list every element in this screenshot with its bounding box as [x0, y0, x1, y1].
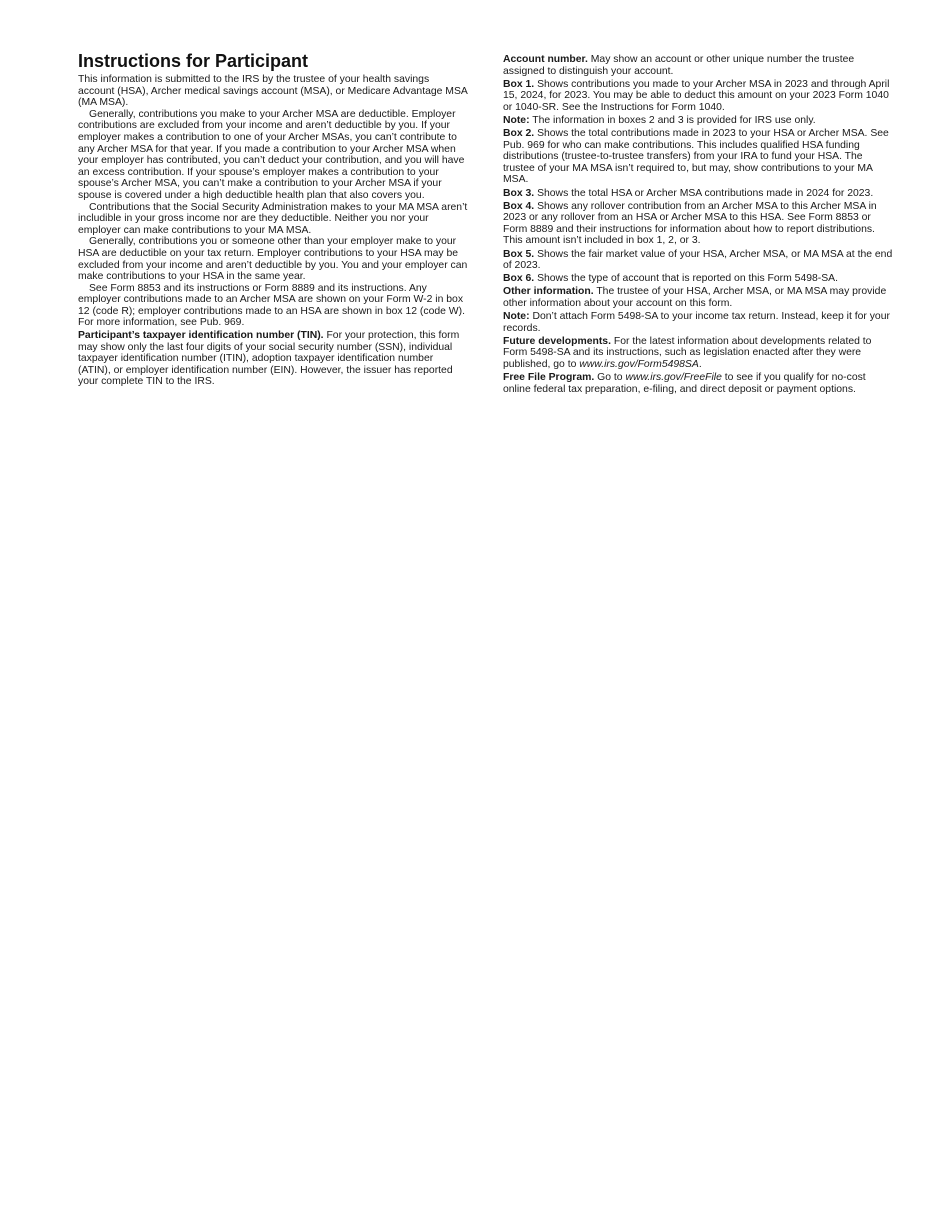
note-irs-use-label: Note:	[503, 114, 530, 126]
future-developments-text: For the latest information about developments related to Form 5498-SA and its instructions, such as legislation enacted after they were published, go to	[503, 335, 872, 370]
box5-paragraph	[503, 249, 895, 272]
future-developments-end: .	[698, 358, 702, 370]
free-file-text: Go to	[594, 371, 626, 383]
box3-label: Box 3.	[503, 187, 535, 199]
other-information-label: Other information.	[503, 286, 594, 298]
form5498sa-link[interactable]: www.irs.gov/Form5498SA	[579, 358, 699, 370]
other-information-text: The trustee of your HSA, Archer MSA, or MA MSA may provide other information about your account on this form.	[503, 286, 887, 309]
box3-paragraph	[503, 188, 895, 200]
box3-text: Shows the total HSA or Archer MSA contributions made in 2024 for 2023.	[534, 187, 874, 199]
account-number-label: Account number.	[503, 54, 588, 65]
future-developments-paragraph	[503, 336, 895, 371]
box2-text: Shows the total contributions made in 2023 to your HSA or Archer MSA. See Pub. 969 for who can make contributions. This includes qualified HSA funding distributions (trustee-to-trustee transfers) from your IRA to fund your HSA. The trustee of your MA MSA isn’t required to, but may, show contributions to your MA MSA.	[503, 128, 889, 186]
free-file-label: Free File Program.	[503, 371, 595, 383]
intro-paragraph: This information is submitted to the IRS by the trustee of your health savings account (HSA), Archer medical savings account (MSA), or Medicare Advantage MSA (MA MSA).	[78, 74, 468, 109]
account-number-paragraph	[503, 54, 895, 77]
box6-label: Box 6.	[503, 273, 535, 285]
free-file-text-end: to see if you qualify for no-cost online federal tax preparation, e-filing, and direct deposit or payment options.	[503, 371, 866, 395]
page-title: Instructions for Participant	[78, 51, 309, 71]
box2-label: Box 2.	[503, 128, 535, 140]
box4-text: Shows any rollover contribution from an Archer MSA to this Archer MSA in 2023 or any rollover from an HSA or Archer MSA to this HSA. See Form 8853 or Form 8889 and their instructions for information about how to report distributions. This amount isn’t included in box 1, 2, or 3.	[503, 200, 877, 247]
box5-text: Shows the fair market value of your HSA, Archer MSA, or MA MSA at the end of 2023.	[503, 248, 893, 272]
box6-text: Shows the type of account that is reported on this Form 5498-SA.	[534, 273, 838, 285]
hsa-contributions-paragraph: Generally, contributions you or someone other than your employer make to your HSA are deductible on your tax return. Employer contributions to your HSA may be excluded from your income and aren’t deductible by you. You and your employer can make contributions to your HSA in the same year.	[78, 236, 468, 283]
box1-paragraph	[503, 79, 895, 114]
right-column	[503, 54, 895, 397]
box1-label: Box 1.	[503, 78, 535, 90]
archer-msa-contributions-paragraph: Generally, contributions you make to your Archer MSA are deductible. Employer contributions are excluded from your income and aren’t deductible by you. If your employer makes a contribution to one of your Archer MSAs, you can’t contribute to any Archer MSA for that year. If you made a contribution to your Archer MSA when your employer has contributed, you can’t deduct your contribution, and you will have an excess contribution. If your spouse’s employer makes a contribution to your spouse’s Archer MSA, you can’t make a contribution to your Archer MSA if your spouse is covered under a high deductible health plan that also covers you.	[78, 108, 465, 201]
tin-paragraph	[78, 330, 468, 388]
forms-reference-paragraph: See Form 8853 and its instructions or Form 8889 and its instructions. Any employer contributions made to an Archer MSA are shown on your Form W-2 in box 12 (code R); employer contributions made to an HSA are shown in box 12 (code W). For more information, see Pub. 969.	[78, 282, 465, 329]
box4-label: Box 4.	[503, 200, 535, 212]
future-developments-label: Future developments.	[503, 335, 611, 347]
box2-paragraph	[503, 128, 895, 186]
left-column	[78, 50, 468, 388]
note-records-paragraph	[503, 311, 895, 334]
box5-label: Box 5.	[503, 248, 535, 260]
note-irs-use-paragraph	[503, 115, 895, 127]
box6-paragraph	[503, 273, 895, 285]
other-information-paragraph	[503, 286, 895, 309]
account-number-text: May show an account or other unique number the trustee assigned to distinguish your account.	[503, 54, 855, 77]
note-records-text: Don’t attach Form 5498-SA to your income tax return. Instead, keep it for your records.	[503, 310, 890, 334]
tin-label: Participant’s taxpayer identification number (TIN).	[78, 330, 324, 342]
note-records-label: Note:	[503, 310, 530, 322]
note-irs-use-text: The information in boxes 2 and 3 is provided for IRS use only.	[529, 114, 816, 126]
box4-paragraph	[503, 201, 895, 247]
freefile-link[interactable]: www.irs.gov/FreeFile	[625, 371, 722, 383]
box1-text: Shows contributions you made to your Archer MSA in 2023 and through April 15, 2024, for 2023. You may be able to deduct this amount on your 2023 Form 1040 or 1040-SR. See the Instructions for Form 1040.	[503, 78, 890, 113]
ma-msa-contributions-paragraph: Contributions that the Social Security Administration makes to your MA MSA aren’t includible in your gross income nor are they deductible. Neither you nor your employer can make contributions to your MA MSA.	[78, 201, 468, 236]
tin-text: For your protection, this form may show only the last four digits of your social security number (SSN), individual taxpayer identification number (ITIN), adoption taxpayer identification number (ATIN), or employer identification number (EIN). However, the issuer has reported your complete TIN to the IRS.	[78, 330, 460, 388]
free-file-paragraph	[503, 372, 895, 395]
